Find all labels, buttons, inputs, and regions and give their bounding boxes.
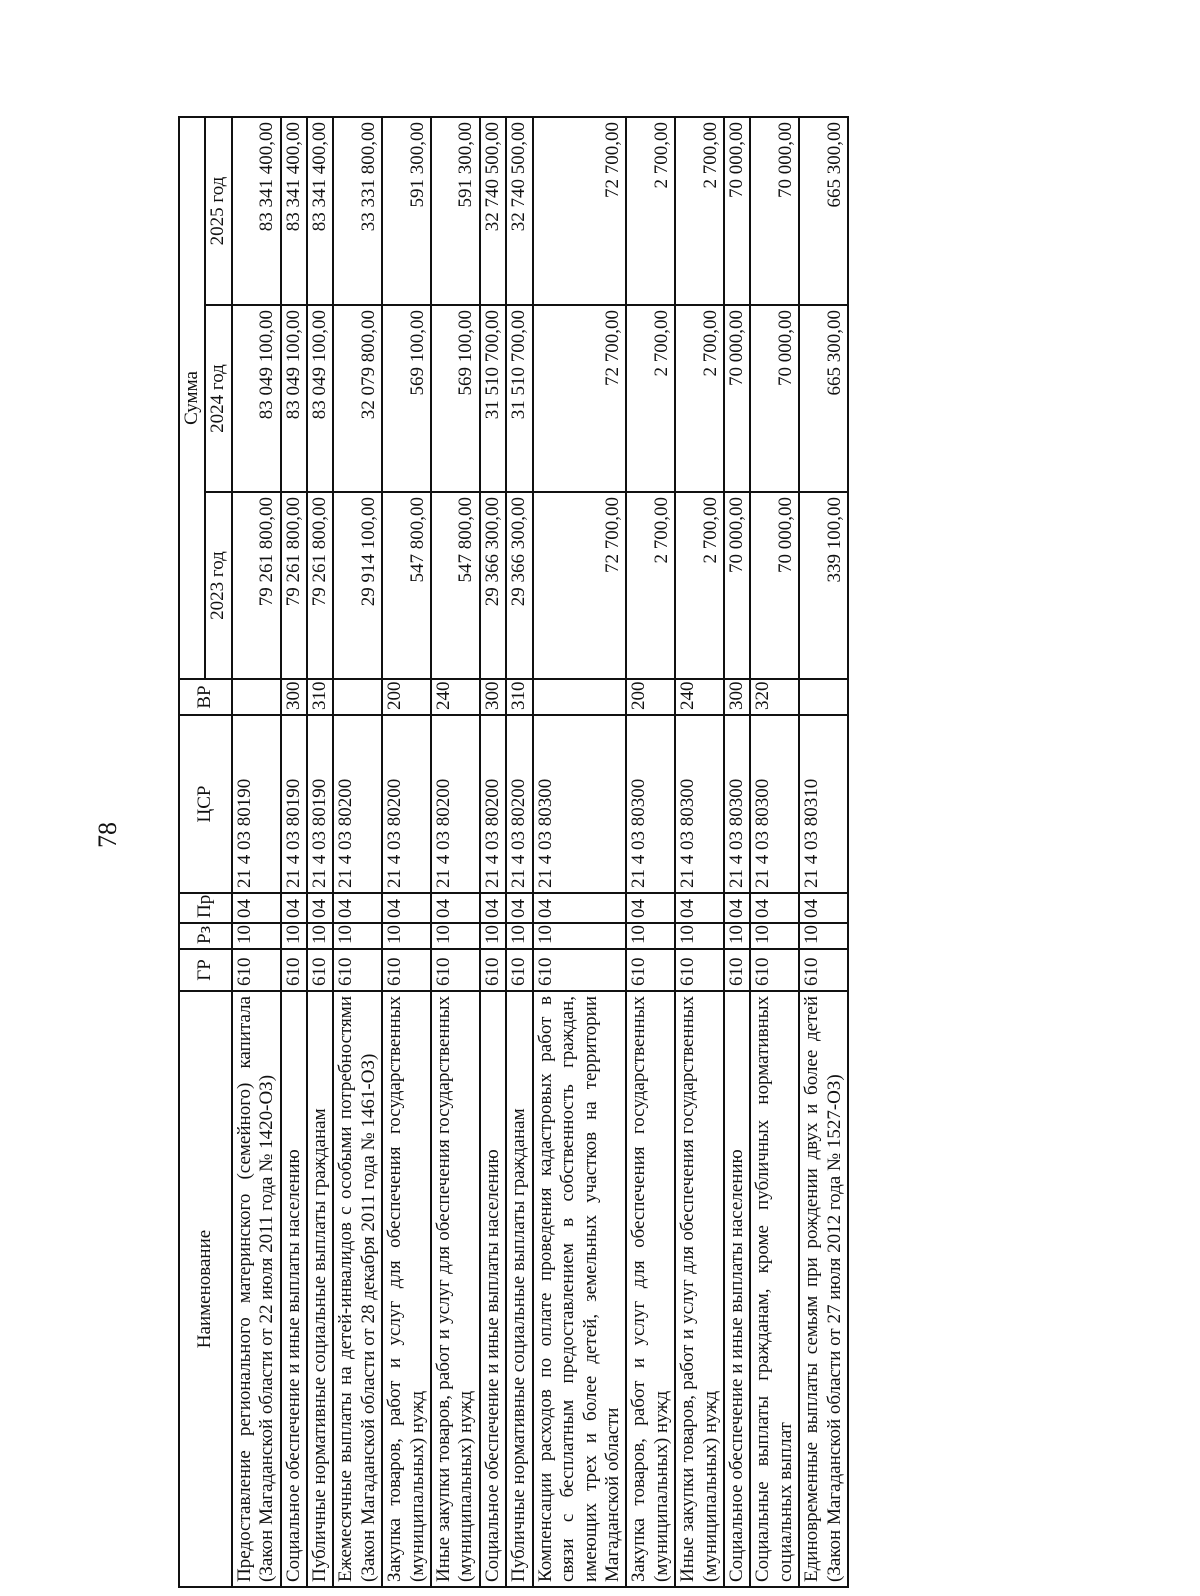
row-csr-cell: 21 4 03 80200 [333,715,382,893]
row-rz-cell: 10 [533,923,627,949]
row-csr-cell: 21 4 03 80190 [281,715,307,893]
row-rz-cell: 10 [480,923,506,949]
row-rz-cell: 10 [675,923,724,949]
row-gr-cell: 610 [799,949,848,991]
header-csr: ЦСР [179,715,232,893]
table-row [750,117,799,1587]
row-pr-cell: 04 [232,893,281,923]
row-vr-cell [799,679,848,715]
header-sum: Сумма [179,117,205,679]
row-sum-2025-cell: 32 740 500,00 [506,117,532,305]
row-csr-cell: 21 4 03 80200 [431,715,480,893]
table-row [506,117,532,1587]
row-sum-2023-cell: 547 800,00 [382,492,431,679]
row-sum-2023-cell: 547 800,00 [431,492,480,679]
row-vr-cell: 300 [281,679,307,715]
row-pr-cell: 04 [307,893,333,923]
row-sum-2025-cell: 665 300,00 [799,117,848,305]
table-row [431,117,480,1587]
row-sum-2024-cell: 70 000,00 [750,305,799,492]
row-sum-2025-cell: 72 700,00 [533,117,627,305]
row-sum-2025-cell: 2 700,00 [626,117,675,305]
row-vr-cell: 310 [307,679,333,715]
row-gr-cell: 610 [281,949,307,991]
row-sum-2024-cell: 32 079 800,00 [333,305,382,492]
row-pr-cell: 04 [281,893,307,923]
header-name: Наименование [179,991,232,1587]
header-rz: Рз [179,923,232,949]
row-sum-2023-cell: 72 700,00 [533,492,627,679]
row-name-cell: Социальное обеспечение и иные выплаты населению [281,991,307,1587]
row-gr-cell: 610 [333,949,382,991]
row-sum-2023-cell: 29 914 100,00 [333,492,382,679]
row-gr-cell: 610 [724,949,750,991]
table-row [281,117,307,1587]
row-gr-cell: 610 [506,949,532,991]
row-sum-2023-cell: 79 261 800,00 [232,492,281,679]
row-vr-cell [533,679,627,715]
row-csr-cell: 21 4 03 80300 [750,715,799,893]
row-name-cell: Иные закупки товаров, работ и услуг для обеспечения государственных (муниципальных) нужд [431,991,480,1587]
row-pr-cell: 04 [675,893,724,923]
row-csr-cell: 21 4 03 80300 [533,715,627,893]
table-row [307,117,333,1587]
row-sum-2024-cell: 83 049 100,00 [281,305,307,492]
row-rz-cell: 10 [307,923,333,949]
row-sum-2025-cell: 32 740 500,00 [480,117,506,305]
row-vr-cell [232,679,281,715]
row-sum-2023-cell: 2 700,00 [626,492,675,679]
row-sum-2024-cell: 665 300,00 [799,305,848,492]
row-sum-2025-cell: 83 341 400,00 [281,117,307,305]
row-rz-cell: 10 [281,923,307,949]
row-csr-cell: 21 4 03 80200 [382,715,431,893]
row-pr-cell: 04 [506,893,532,923]
row-rz-cell: 10 [232,923,281,949]
table-row [626,117,675,1587]
row-sum-2025-cell: 33 331 800,00 [333,117,382,305]
row-name-cell: Предоставление регионального материнского (семейного) капитала (Закон Магаданской области от 22 июля 2011 года № 1420-ОЗ) [232,991,281,1587]
row-csr-cell: 21 4 03 80200 [506,715,532,893]
row-rz-cell: 10 [333,923,382,949]
row-gr-cell: 610 [750,949,799,991]
row-pr-cell: 04 [626,893,675,923]
row-sum-2023-cell: 70 000,00 [724,492,750,679]
row-sum-2025-cell: 591 300,00 [431,117,480,305]
row-vr-cell: 300 [724,679,750,715]
row-sum-2024-cell: 70 000,00 [724,305,750,492]
row-name-cell: Социальные выплаты гражданам, кроме публичных нормативных социальных выплат [750,991,799,1587]
table-row [533,117,627,1587]
row-vr-cell: 240 [675,679,724,715]
row-sum-2023-cell: 29 366 300,00 [506,492,532,679]
row-vr-cell: 200 [382,679,431,715]
row-gr-cell: 610 [232,949,281,991]
row-csr-cell: 21 4 03 80190 [307,715,333,893]
row-gr-cell: 610 [626,949,675,991]
page-number: 78 [93,822,122,848]
table-body [232,117,848,1587]
row-sum-2024-cell: 31 510 700,00 [506,305,532,492]
header-vr: ВР [179,679,232,715]
row-sum-2024-cell: 83 049 100,00 [307,305,333,492]
header-pr: Пр [179,893,232,923]
row-sum-2023-cell: 2 700,00 [675,492,724,679]
row-name-cell: Закупка товаров, работ и услуг для обеспечения государственных (муниципальных) нужд [626,991,675,1587]
row-sum-2024-cell: 83 049 100,00 [232,305,281,492]
row-name-cell: Ежемесячные выплаты на детей-инвалидов с особыми потребностями (Закон Магаданской области от 28 декабря 2011 года № 1461-ОЗ) [333,991,382,1587]
row-gr-cell: 610 [382,949,431,991]
row-csr-cell: 21 4 03 80310 [799,715,848,893]
row-sum-2025-cell: 83 341 400,00 [307,117,333,305]
row-rz-cell: 10 [750,923,799,949]
row-vr-cell: 200 [626,679,675,715]
table-row [799,117,848,1587]
row-vr-cell: 300 [480,679,506,715]
row-name-cell: Социальное обеспечение и иные выплаты населению [480,991,506,1587]
row-name-cell: Публичные нормативные социальные выплаты гражданам [506,991,532,1587]
row-sum-2025-cell: 83 341 400,00 [232,117,281,305]
row-pr-cell: 04 [724,893,750,923]
table-row [232,117,281,1587]
budget-table [178,116,849,1588]
rotated-table-container [178,118,1088,1588]
header-year-2025: 2025 год [205,117,231,305]
row-gr-cell: 610 [431,949,480,991]
row-sum-2024-cell: 72 700,00 [533,305,627,492]
row-sum-2023-cell: 79 261 800,00 [281,492,307,679]
row-sum-2024-cell: 569 100,00 [382,305,431,492]
row-sum-2025-cell: 2 700,00 [675,117,724,305]
row-pr-cell: 04 [799,893,848,923]
row-sum-2025-cell: 70 000,00 [750,117,799,305]
row-sum-2023-cell: 339 100,00 [799,492,848,679]
row-rz-cell: 10 [724,923,750,949]
row-pr-cell: 04 [750,893,799,923]
row-name-cell: Иные закупки товаров, работ и услуг для обеспечения государственных (муниципальных) нужд [675,991,724,1587]
table-row [333,117,382,1587]
row-csr-cell: 21 4 03 80300 [626,715,675,893]
row-sum-2024-cell: 2 700,00 [626,305,675,492]
row-gr-cell: 610 [675,949,724,991]
header-gr: ГР [179,949,232,991]
table-row [675,117,724,1587]
table-row [480,117,506,1587]
row-vr-cell [333,679,382,715]
row-sum-2023-cell: 29 366 300,00 [480,492,506,679]
row-sum-2025-cell: 591 300,00 [382,117,431,305]
row-pr-cell: 04 [533,893,627,923]
row-vr-cell: 320 [750,679,799,715]
row-rz-cell: 10 [626,923,675,949]
row-vr-cell: 240 [431,679,480,715]
row-csr-cell: 21 4 03 80300 [675,715,724,893]
row-gr-cell: 610 [307,949,333,991]
row-name-cell: Единовременные выплаты семьям при рождении двух и более детей (Закон Магаданской области от 27 июля 2012 года № 1527-ОЗ) [799,991,848,1587]
row-vr-cell: 310 [506,679,532,715]
row-pr-cell: 04 [382,893,431,923]
table-row [724,117,750,1587]
row-gr-cell: 610 [480,949,506,991]
row-name-cell: Социальное обеспечение и иные выплаты населению [724,991,750,1587]
row-rz-cell: 10 [506,923,532,949]
row-name-cell: Компенсации расходов по оплате проведения кадастровых работ в связи с бесплатным предоставлением в собственность граждан, имеющих трех и более детей, земельных участков на территории Магаданской области [533,991,627,1587]
row-sum-2024-cell: 569 100,00 [431,305,480,492]
header-year-2024: 2024 год [205,305,231,492]
row-rz-cell: 10 [382,923,431,949]
row-csr-cell: 21 4 03 80190 [232,715,281,893]
row-pr-cell: 04 [480,893,506,923]
row-csr-cell: 21 4 03 80200 [480,715,506,893]
row-name-cell: Закупка товаров, работ и услуг для обеспечения государственных (муниципальных) нужд [382,991,431,1587]
row-sum-2023-cell: 79 261 800,00 [307,492,333,679]
row-pr-cell: 04 [333,893,382,923]
row-sum-2024-cell: 2 700,00 [675,305,724,492]
row-name-cell: Публичные нормативные социальные выплаты гражданам [307,991,333,1587]
row-sum-2025-cell: 70 000,00 [724,117,750,305]
row-rz-cell: 10 [799,923,848,949]
row-csr-cell: 21 4 03 80300 [724,715,750,893]
row-pr-cell: 04 [431,893,480,923]
row-sum-2024-cell: 31 510 700,00 [480,305,506,492]
row-gr-cell: 610 [533,949,627,991]
row-rz-cell: 10 [431,923,480,949]
table-row [382,117,431,1587]
row-sum-2023-cell: 70 000,00 [750,492,799,679]
header-row-top [179,117,205,1587]
header-year-2023: 2023 год [205,492,231,679]
